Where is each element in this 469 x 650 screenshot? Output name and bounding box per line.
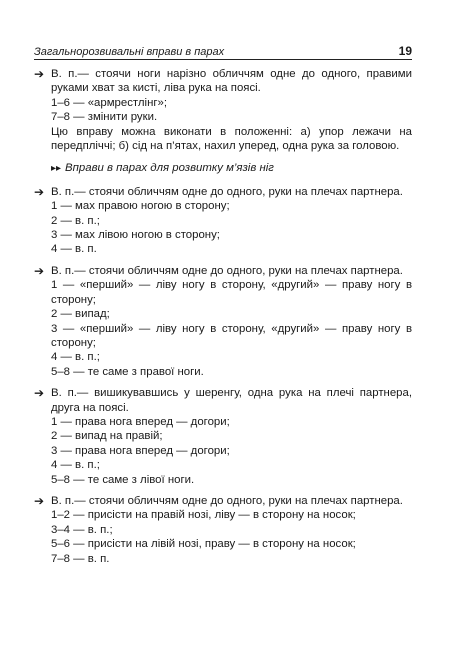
exercise-3-line: 3 — права нога вперед — догори; [51,444,230,457]
exercise-4-line: 7–8 — в. п. [51,552,110,565]
exercise-3-line: 1 — права нога вперед — догори; [51,415,230,428]
exercise-2-line: 4 — в. п.; [51,351,100,364]
exercise-0-line: 1–6 — «армрестлінг»; [51,96,168,109]
exercise-3-start: ➔ В. п.— вишикувавшись у шеренгу, одна рука на плечі партнера, друга на поясі. [34,386,412,414]
page-number: 19 [398,44,412,58]
exercise-4-line: 1–2 — присісти на правій нозі, ліву — в сторону на носок; [51,509,356,522]
exercise-2-line: 5–8 — те саме з правої ноги. [51,365,204,378]
exercise-3-line: 5–8 — те саме з лівої ноги. [51,473,195,486]
exercise-3-line: 4 — в. п.; [51,459,100,472]
exercise-0-note: Цю вправу можна виконати в положенні: а) упор лежачи на передпліччі; б) сід на п’ятах, нахил уперед, одна рука за головою. [51,125,412,153]
exercise-4-line: 5–6 — присісти на лівій нозі, праву — в сторону на носок; [51,538,356,551]
exercise-4-line: 3–4 — в. п.; [51,523,113,536]
exercise-2-line: 1 — «перший» — ліву ногу в сторону, «другий» — праву ногу в сторону; [51,279,412,306]
exercise-3 [34,386,412,487]
exercise-0-start: ➔ В. п.— стоячи ноги нарізно обличчям одне до одного, правими руками хват за кисті, ліва рука на поясі. [34,67,412,95]
exercise-3-line: 2 — випад на правій; [51,430,163,443]
exercise-2-line: 2 — випад; [51,308,110,321]
exercise-0-line: 7–8 — змінити руки. [51,111,158,124]
exercise-0 [34,67,412,153]
double-chevron-icon: ▸▸ [51,163,62,175]
exercise-1-start: ➔ В. п.— стоячи обличчям одне до одного, руки на плечах партнера. [34,184,403,199]
arrow-right-icon: ➔ [34,263,45,278]
exercise-2 [34,264,412,379]
section-heading: ▸▸ Вправи в парах для розвитку м’язів ніг [51,162,274,175]
page [34,44,412,566]
exercise-4 [34,494,412,566]
exercise-1-line: 2 — в. п.; [51,214,100,227]
arrow-right-icon: ➔ [34,184,45,199]
exercise-1 [34,185,412,257]
running-title: Загальнорозвивальні вправи в парах [34,46,225,58]
arrow-right-icon: ➔ [34,493,45,508]
exercise-2-start: ➔ В. п.— стоячи обличчям одне до одного, руки на плечах партнера. [34,263,403,278]
exercise-4-start: ➔ В. п.— стоячи обличчям одне до одного, руки на плечах партнера. [34,493,403,508]
arrow-right-icon: ➔ [34,67,45,81]
exercise-1-line: 4 — в. п. [51,243,97,256]
arrow-right-icon: ➔ [34,386,45,401]
exercise-2-line: 3 — «перший» — ліву ногу в сторону, «другий» — праву ногу в сторону; [51,322,412,349]
exercise-1-line: 3 — мах лівою ногою в сторону; [51,229,220,242]
exercise-1-line: 1 — мах правою ногою в сторону; [51,200,230,213]
page-header [34,44,412,60]
